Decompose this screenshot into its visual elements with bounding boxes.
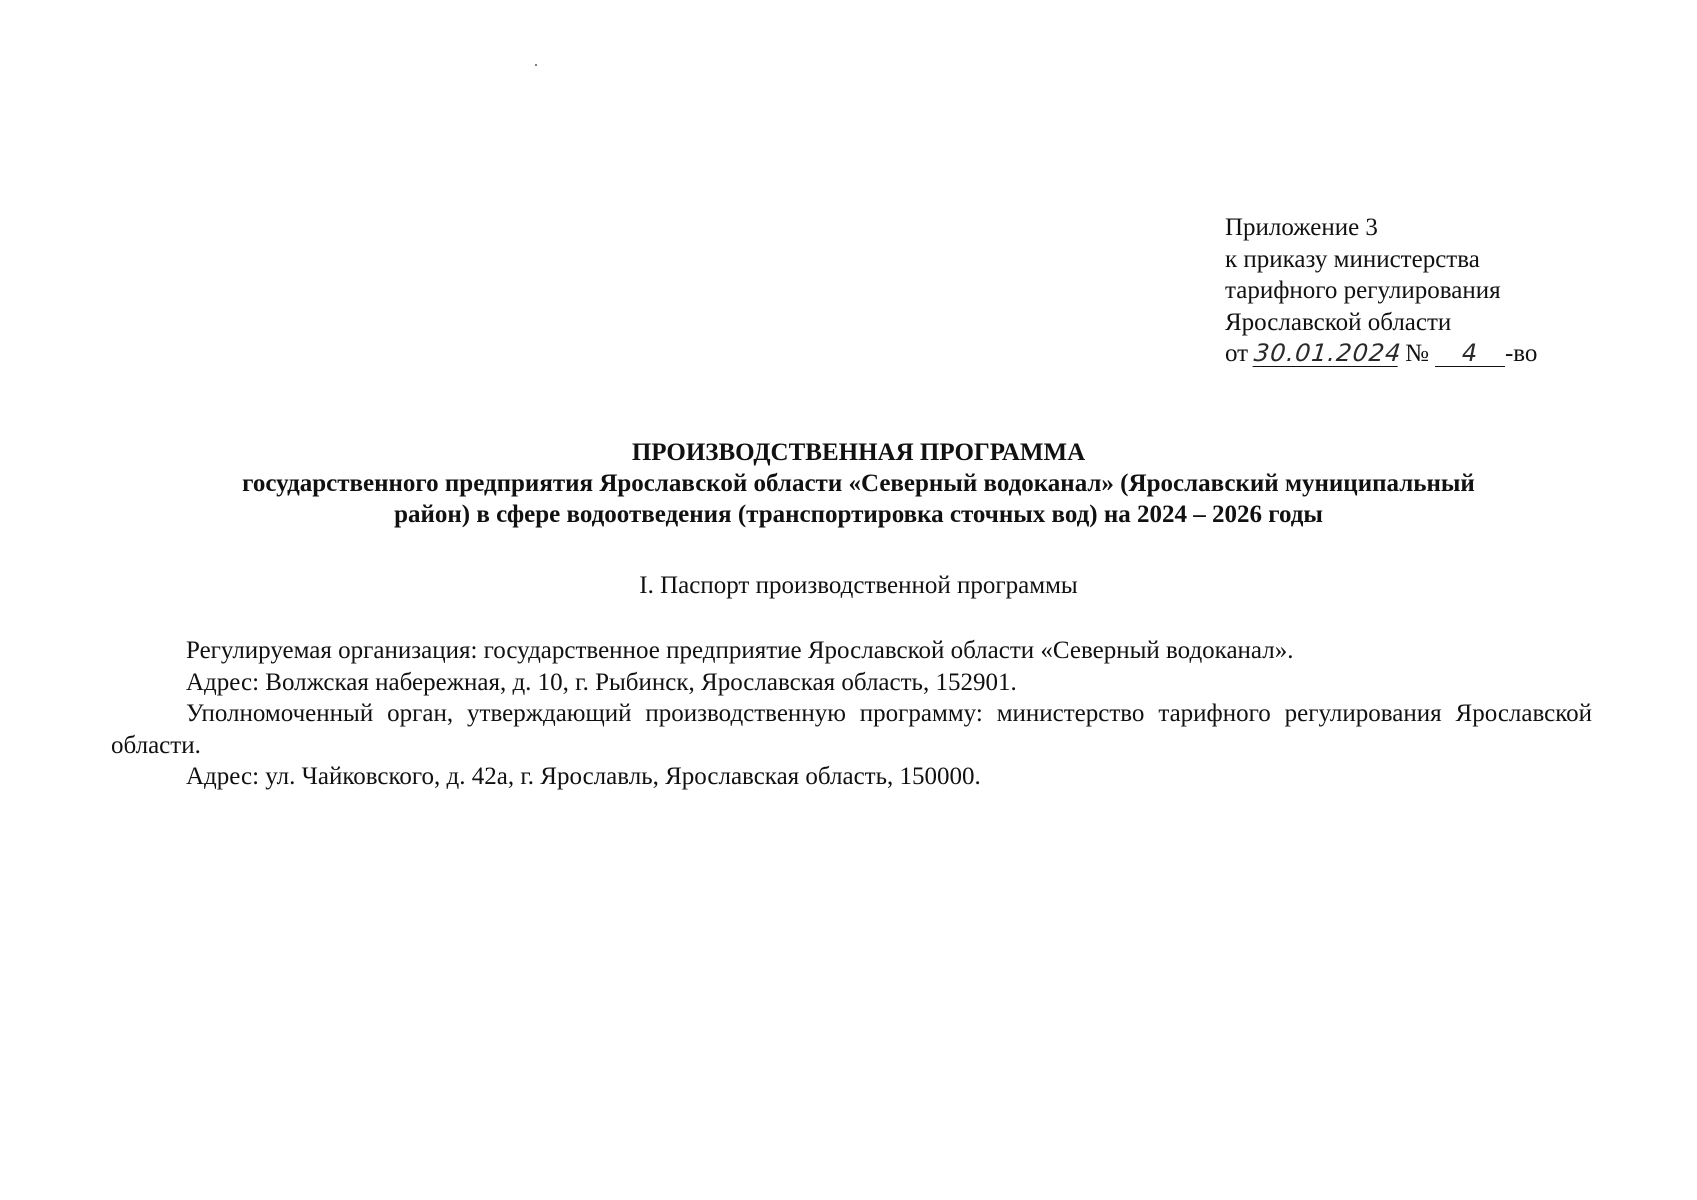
section-heading: I. Паспорт производственной программы [639,572,1078,599]
title-subtitle-line-2: район) в сфере водоотведения (транспортировка сточных вод) на 2024 – 2026 годы [394,501,1323,528]
passport-organization: Регулируемая организация: государственное предприятие Ярославской области «Северный водоканал». [186,637,1294,664]
title-heading: ПРОИЗВОДСТВЕННАЯ ПРОГРАММА [631,439,1086,466]
number-suffix: -во [1504,340,1538,367]
from-label: от [1225,340,1249,367]
appendix-number: Приложение 3 [1225,214,1378,241]
appendix-region: Ярославской области [1225,308,1452,336]
passport-body [111,635,1592,793]
passport-authority-address: Адрес: ул. Чайковского, д. 42а, г. Ярославль, Ярославская область, 150000. [186,763,981,790]
number-label: № [1405,340,1429,367]
appendix-block [1225,212,1537,370]
appendix-date-number-line [1225,338,1537,370]
handwritten-date: 30.01.2024 [1252,339,1404,367]
appendix-ministry: тарифного регулирования [1225,277,1501,304]
scan-speck [535,64,537,66]
appendix-order-ref: к приказу министерства [1225,245,1480,273]
passport-org-address: Адрес: Волжская набережная, д. 10, г. Рыбинск, Ярославская область, 152901. [186,668,1017,696]
title-subtitle-line-1: государственного предприятия Ярославской области «Северный водоканал» (Ярославский муниципальный [242,470,1475,497]
handwritten-number: 4 [1435,340,1505,367]
document-title [140,437,1577,530]
passport-authority: Уполномоченный орган, утверждающий производственную программу: министерство тарифного регулирования Ярославской области. [111,700,1592,759]
